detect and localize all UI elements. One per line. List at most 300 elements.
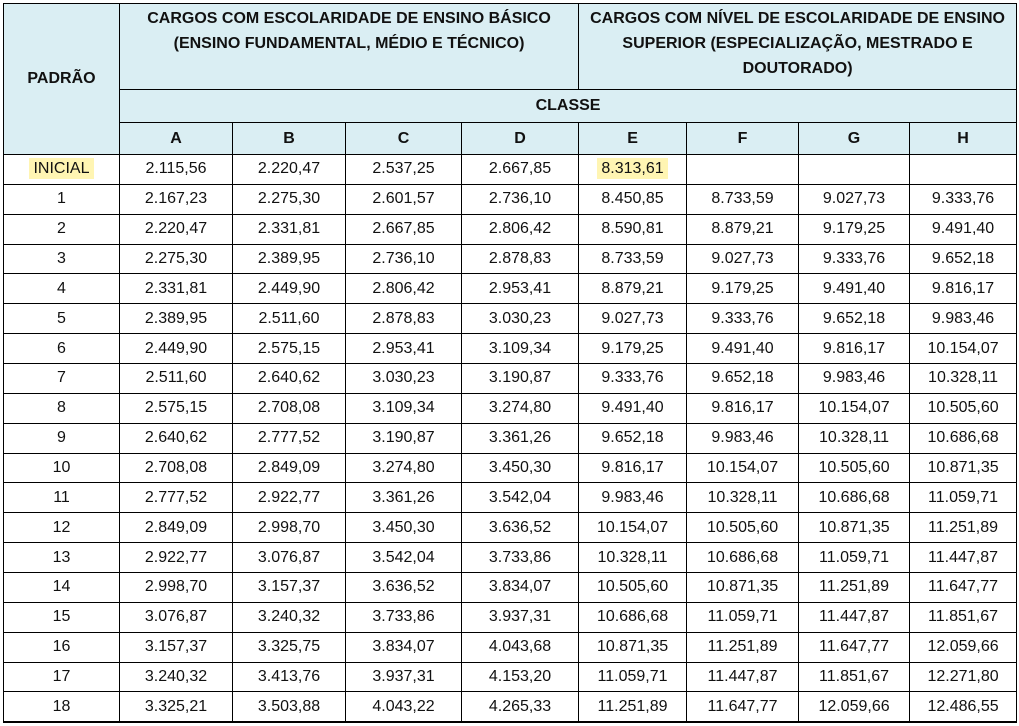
value-text: 11.251,89 [597,697,668,715]
padrao-cell [4,364,120,394]
value-cell [687,244,799,274]
value-text: 2.449,90 [257,279,321,297]
value-text: 9.652,18 [931,250,995,267]
value-cell [910,304,1017,334]
value-cell [687,513,799,543]
value-text: 9.333,76 [931,190,995,208]
value-cell [910,274,1017,304]
value-cell [462,692,579,722]
value-text: 3.361,26 [488,429,552,447]
value-text: 3.450,30 [488,459,552,477]
value-text: 3.413,76 [257,668,321,686]
padrao-cell [4,662,120,692]
value-cell [687,364,799,394]
value-cell [462,483,579,513]
value-cell [799,334,910,364]
value-text: 2.953,41 [488,279,552,297]
value-text: 2.331,81 [144,279,208,297]
value-cell [799,184,910,214]
value-cell [799,513,910,543]
value-text: 10.154,07 [596,518,669,536]
value-cell [910,214,1017,244]
value-text: 2.331,81 [257,220,321,238]
value-text: 9.027,73 [601,309,664,327]
value-cell [120,543,233,573]
value-cell [687,423,799,453]
padrao-cell [4,214,120,244]
value-cell [910,155,1017,185]
value-text: 9.816,17 [711,399,774,417]
value-cell [687,602,799,632]
value-cell [687,304,799,334]
padrao-value: 6 [57,339,66,357]
value-text: 11.251,89 [819,578,890,596]
padrao-value: 12 [52,518,71,536]
value-text: 4.043,68 [488,638,552,656]
value-text: 9.491,40 [601,399,664,417]
padrao-value: 1 [57,190,66,208]
value-cell [799,543,910,573]
value-cell [687,543,799,573]
value-text: 10.328,11 [597,548,668,566]
value-text: 3.240,32 [144,668,208,686]
value-text: 2.389,95 [144,309,208,327]
value-text: 2.736,10 [488,190,552,208]
value-text: 10.871,35 [818,518,890,536]
value-cell [120,632,233,662]
value-cell [579,184,687,214]
value-cell [233,244,346,274]
value-text: 2.708,08 [257,399,321,417]
value-cell [462,573,579,603]
value-cell [579,244,687,274]
value-text: 12.271,80 [927,668,999,686]
value-cell [910,334,1017,364]
value-text: 3.834,07 [372,638,435,656]
value-cell [687,662,799,692]
value-cell [346,155,462,185]
value-text: 11.647,77 [819,638,890,656]
value-cell [346,662,462,692]
value-text: 9.983,46 [931,309,995,327]
value-text: 3.030,23 [488,309,552,327]
value-cell [687,692,799,722]
value-text: 2.601,57 [372,190,435,208]
value-text: 4.265,33 [488,697,552,715]
value-cell [120,573,233,603]
value-cell [233,214,346,244]
value-text: 3.076,87 [257,548,321,566]
value-text: 3.157,37 [144,638,208,656]
table-header [4,4,1017,155]
value-cell [233,364,346,394]
padrao-cell [4,573,120,603]
value-text: 9.491,40 [711,339,774,357]
value-text: 2.511,60 [145,369,207,387]
value-cell [233,662,346,692]
value-cell [687,274,799,304]
value-cell [462,304,579,334]
group-basic-header: CARGOS COM ESCOLARIDADE DE ENSINO BÁSICO (ENSINO FUNDAMENTAL, MÉDIO E TÉCNICO) [120,4,579,90]
value-text: 10.871,35 [706,578,779,596]
table-row [4,214,1017,244]
value-cell [579,304,687,334]
value-text: 9.333,76 [822,250,886,267]
value-text: 10.686,68 [818,488,890,506]
value-text: 4.153,20 [488,668,552,686]
value-cell [120,662,233,692]
value-text: 12.486,55 [927,697,999,715]
value-text: 9.027,73 [711,250,774,267]
value-text: 11.851,67 [819,668,890,686]
value-text: 10.686,68 [927,429,999,447]
table-row [4,543,1017,573]
value-cell [579,632,687,662]
value-text: 12.059,66 [927,638,999,656]
padrao-cell [4,602,120,632]
value-text: 8.733,59 [711,190,774,208]
table-row [4,662,1017,692]
padrao-value: 15 [52,608,71,626]
value-text: 3.733,86 [372,608,435,626]
value-text: 2.275,30 [257,190,321,208]
value-cell [910,423,1017,453]
value-text: 9.179,25 [822,220,886,238]
value-cell [799,274,910,304]
value-text: 8.879,21 [601,279,664,297]
value-cell [579,513,687,543]
value-text: 2.575,15 [144,399,208,417]
column-header-b: B [233,123,346,155]
padrao-header: PADRÃO [4,4,120,155]
padrao-cell [4,184,120,214]
table-row [4,573,1017,603]
value-text: 10.505,60 [706,518,779,536]
padrao-value: 10 [52,459,71,477]
value-text: 3.109,34 [372,399,435,417]
value-text: 9.983,46 [601,488,664,506]
value-cell [233,692,346,722]
value-cell [462,184,579,214]
value-cell [233,483,346,513]
value-text: 9.491,40 [822,279,886,297]
value-text: 2.275,30 [144,250,208,267]
value-cell [687,483,799,513]
value-text: 3.076,87 [144,608,208,626]
value-cell [233,304,346,334]
value-cell [579,602,687,632]
value-text: 9.816,17 [601,459,664,477]
value-text: 9.027,73 [822,190,886,208]
value-text: 2.777,52 [257,429,321,447]
value-cell [120,304,233,334]
value-cell [233,423,346,453]
value-cell [120,334,233,364]
value-cell [579,364,687,394]
padrao-value: 7 [57,369,66,387]
padrao-value: 3 [57,250,66,267]
value-cell [910,573,1017,603]
value-cell [346,393,462,423]
value-text: 3.274,80 [488,399,552,417]
value-text: 10.154,07 [927,339,999,357]
value-cell [233,573,346,603]
value-text: 2.449,90 [144,339,208,357]
value-text: 3.542,04 [488,488,552,506]
value-text: 8.879,21 [711,220,774,238]
value-text: 2.849,09 [257,459,321,477]
value-text: 2.167,23 [144,190,208,208]
value-cell [579,274,687,304]
padrao-cell [4,483,120,513]
value-cell [233,393,346,423]
padrao-value: 18 [52,697,71,715]
padrao-value: 11 [53,488,70,506]
padrao-cell [4,692,120,722]
value-text: 2.849,09 [144,518,208,536]
value-cell [910,483,1017,513]
value-text: 3.636,52 [372,578,435,596]
value-text: 3.937,31 [488,608,552,626]
value-text: 3.240,32 [257,608,321,626]
value-cell [233,632,346,662]
salary-table [3,3,1017,723]
value-text: 2.220,47 [144,220,208,238]
value-text: 2.708,08 [144,459,208,477]
value-cell [687,334,799,364]
value-cell [579,453,687,483]
value-text: 10.686,68 [596,608,669,626]
value-cell [233,274,346,304]
value-cell [462,244,579,274]
value-cell [799,364,910,394]
value-text: 3.733,86 [488,548,552,566]
value-text: 2.878,83 [372,309,435,327]
value-cell [799,692,910,722]
value-cell [120,214,233,244]
value-cell [346,214,462,244]
value-cell [579,662,687,692]
value-text: 2.777,52 [144,488,208,506]
value-text: 12.059,66 [818,697,890,715]
value-text: 3.157,37 [257,578,321,596]
table-row [4,274,1017,304]
value-text: 2.537,25 [372,160,435,178]
padrao-cell [4,543,120,573]
padrao-value: 8 [57,399,66,417]
value-text: 10.154,07 [706,459,779,477]
value-text: 9.491,40 [931,220,995,238]
value-text: 2.511,60 [258,309,320,327]
value-cell [346,364,462,394]
table-row [4,453,1017,483]
value-cell [799,423,910,453]
value-text: 11.251,89 [928,518,999,536]
value-cell [233,513,346,543]
value-text: 3.190,87 [488,369,552,387]
table-row [4,184,1017,214]
value-text: 10.505,60 [927,399,999,417]
value-cell [910,453,1017,483]
value-cell [346,692,462,722]
value-text: 10.505,60 [596,578,669,596]
value-cell [462,662,579,692]
value-cell [910,184,1017,214]
value-text: 2.640,62 [144,429,208,447]
value-cell [687,184,799,214]
table-row [4,423,1017,453]
value-text: 11.059,71 [597,668,668,686]
value-text: 3.325,75 [257,638,321,656]
value-text: 3.190,87 [372,429,435,447]
value-cell [687,393,799,423]
value-cell [462,453,579,483]
value-text: 2.667,85 [372,220,435,238]
column-header-e: E [579,123,687,155]
value-cell [579,334,687,364]
table-row [4,364,1017,394]
value-cell [233,334,346,364]
value-cell [799,393,910,423]
value-cell [579,155,687,185]
value-text: 2.922,77 [144,548,208,566]
value-text: 10.154,07 [818,399,890,417]
value-cell [799,453,910,483]
value-text: 9.816,17 [822,339,886,357]
value-cell [910,244,1017,274]
padrao-value: 9 [57,429,66,447]
value-cell [233,602,346,632]
value-cell [346,184,462,214]
value-text: 2.998,70 [144,578,208,596]
padrao-cell [4,632,120,662]
value-text: 2.953,41 [372,339,435,357]
value-text: 11.251,89 [707,638,778,656]
value-cell [233,184,346,214]
value-text: 9.983,46 [822,369,886,387]
padrao-value: 5 [57,309,66,327]
value-cell [799,662,910,692]
table-row [4,334,1017,364]
table-row [4,393,1017,423]
padrao-cell [4,453,120,483]
value-text: 3.542,04 [372,548,435,566]
value-text: 3.361,26 [372,488,435,506]
padrao-value: 13 [52,548,71,566]
value-text: 3.274,80 [372,459,435,477]
value-cell [120,274,233,304]
table-row [4,155,1017,185]
value-cell [462,632,579,662]
value-cell [462,423,579,453]
value-cell [346,513,462,543]
value-cell [910,543,1017,573]
padrao-cell [4,423,120,453]
padrao-value: 14 [52,578,71,596]
padrao-cell [4,393,120,423]
value-cell [910,602,1017,632]
value-cell [120,692,233,722]
value-text: 10.686,68 [706,548,779,566]
value-cell [462,602,579,632]
column-header-f: F [687,123,799,155]
value-cell [462,274,579,304]
value-cell [120,453,233,483]
value-text: 11.647,77 [707,697,778,715]
padrao-cell [4,334,120,364]
value-text: 3.834,07 [488,578,552,596]
column-header-c: C [346,123,462,155]
value-cell [233,155,346,185]
value-cell [346,543,462,573]
padrao-cell [4,274,120,304]
value-text: 2.389,95 [257,250,321,267]
padrao-value: 16 [52,638,71,656]
value-cell [233,453,346,483]
value-cell [579,393,687,423]
value-cell [579,214,687,244]
value-cell [346,304,462,334]
value-cell [120,155,233,185]
padrao-value: 4 [57,279,66,297]
value-cell [462,543,579,573]
value-cell [462,513,579,543]
value-cell [910,662,1017,692]
value-cell [120,513,233,543]
value-text: 10.328,11 [707,488,778,506]
padrao-value: 17 [52,668,71,686]
value-cell [346,334,462,364]
value-cell [462,364,579,394]
value-cell [579,543,687,573]
table-row [4,304,1017,334]
value-text: 3.450,30 [372,518,435,536]
value-cell [799,632,910,662]
value-cell [579,573,687,603]
table-row [4,513,1017,543]
value-text: 10.505,60 [818,459,890,477]
table-row [4,244,1017,274]
table-body [4,155,1017,723]
value-cell [579,423,687,453]
classe-header: CLASSE [120,90,1017,123]
value-cell [346,483,462,513]
table-row [4,632,1017,662]
value-cell [346,453,462,483]
value-cell [120,602,233,632]
value-cell [462,155,579,185]
value-text: 2.806,42 [488,220,552,238]
value-cell [799,483,910,513]
column-letters-row [4,123,1017,155]
value-cell [579,483,687,513]
value-text: 10.328,11 [819,429,890,447]
group-superior-header: CARGOS COM NÍVEL DE ESCOLARIDADE DE ENSINO SUPERIOR (ESPECIALIZAÇÃO, MESTRADO E DOUTORADO) [579,4,1017,90]
value-cell [346,632,462,662]
table-row [4,602,1017,632]
value-text: 11.647,77 [928,578,999,596]
value-cell [120,364,233,394]
table-row [4,483,1017,513]
value-text: 11.059,71 [819,548,890,566]
value-text: 2.998,70 [257,518,321,536]
value-cell [910,692,1017,722]
column-header-g: G [799,123,910,155]
value-cell [910,632,1017,662]
value-cell [346,602,462,632]
value-cell [687,632,799,662]
value-text: 8.450,85 [601,190,664,208]
